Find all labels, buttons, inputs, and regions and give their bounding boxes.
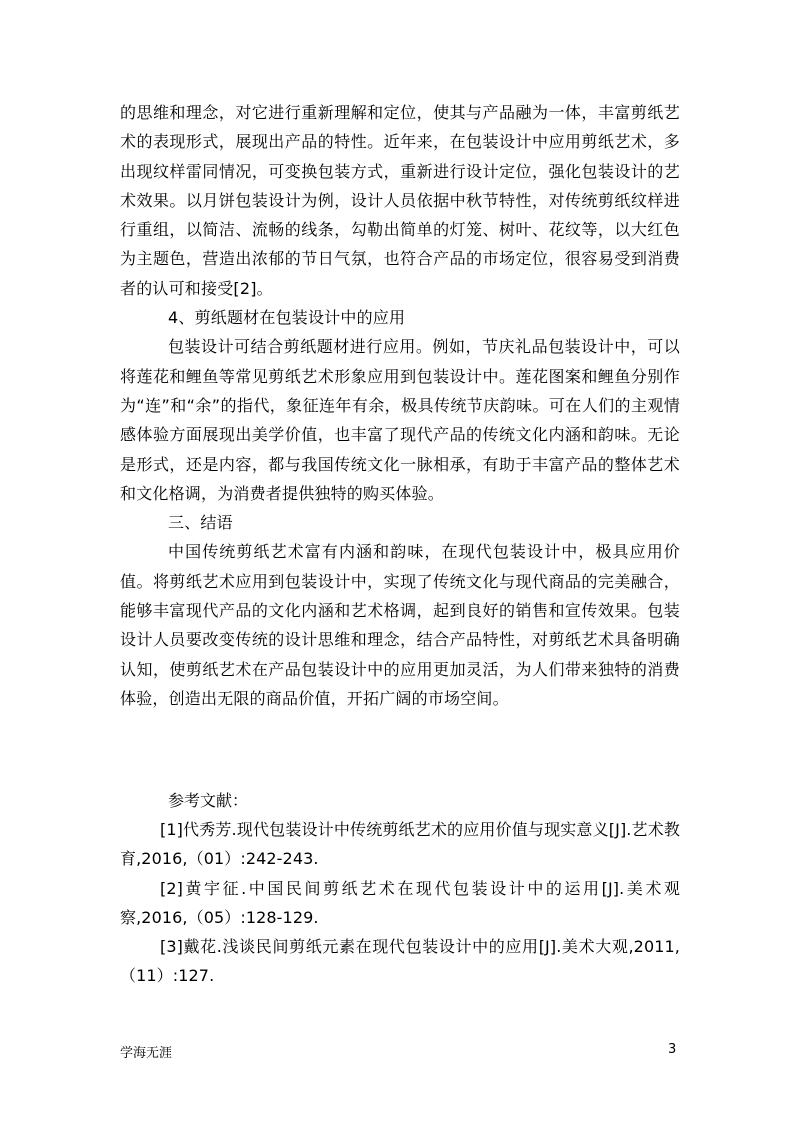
reference-item: [3]戴花.浅谈民间剪纸元素在现代包装设计中的应用[J].美术大观,2011,（11）:127. bbox=[120, 937, 680, 986]
footer-text: 学海无涯 bbox=[120, 1046, 173, 1061]
references-title: 参考文献： bbox=[168, 791, 249, 810]
paragraph-continuation: 的思维和理念，对它进行重新理解和定位，使其与产品融为一体，丰富剪纸艺术的表现形式，展现出产品的特性。近年来，在包装设计中应用剪纸艺术，多出现纹样雷同情况，可变换包装方式，重新进行设计定位，强化包装设计的艺术效果。以月饼包装设计为例，设计人员依据中秋节特性，对传统剪纸纹样进行重组，以简洁、流畅的线条，勾勒出简单的灯笼、树叶、花纹等，以大红色为主题色，营造出浓郁的节日气氛，也符合产品的市场定位，很容易受到消费者的认可和接受[2]。 bbox=[120, 103, 680, 298]
section-heading-conclusion: 三、结语 bbox=[168, 513, 233, 533]
references-list bbox=[120, 815, 680, 991]
paragraph-conclusion: 中国传统剪纸艺术富有内涵和韵味，在现代包装设计中，极具应用价值。将剪纸艺术应用到包装设计中，实现了传统文化与现代商品的完美融合，能够丰富现代产品的文化内涵和艺术格调，起到良好的销售和宣传效果。包装设计人员要改变传统的设计思维和理念，结合产品特性，对剪纸艺术具备明确认知，使剪纸艺术在产品包装设计中的应用更加灵活，为人们带来独特的消费体验，创造出无限的商品价值，开拓广阔的市场空间。 bbox=[120, 542, 680, 708]
paragraph-papercut-themes: 包装设计可结合剪纸题材进行应用。例如，节庆礼品包装设计中，可以将莲花和鲤鱼等常见剪纸艺术形象应用到包装设计中。莲花图案和鲤鱼分别作为“连”和“余”的指代，象征连年有余，极具传统节庆韵味。可在人们的主观情感体验方面展现出美学价值，也丰富了现代产品的传统文化内涵和韵味。无论是形式，还是内容，都与我国传统文化一脉相承，有助于丰富产品的整体艺术和文化格调，为消费者提供独特的购买体验。 bbox=[120, 337, 680, 503]
body-text bbox=[120, 98, 680, 713]
reference-item: [1]代秀芳.现代包装设计中传统剪纸艺术的应用价值与现实意义[J].艺术教育,2016,（01）:242-243. bbox=[120, 820, 680, 869]
section-heading-4: 4、剪纸题材在包装设计中的应用 bbox=[168, 308, 406, 328]
page-number: 3 bbox=[668, 1042, 677, 1057]
reference-item: [2]黄宇征.中国民间剪纸艺术在现代包装设计中的运用[J].美术观察,2016,（05）:128-129. bbox=[120, 878, 680, 927]
